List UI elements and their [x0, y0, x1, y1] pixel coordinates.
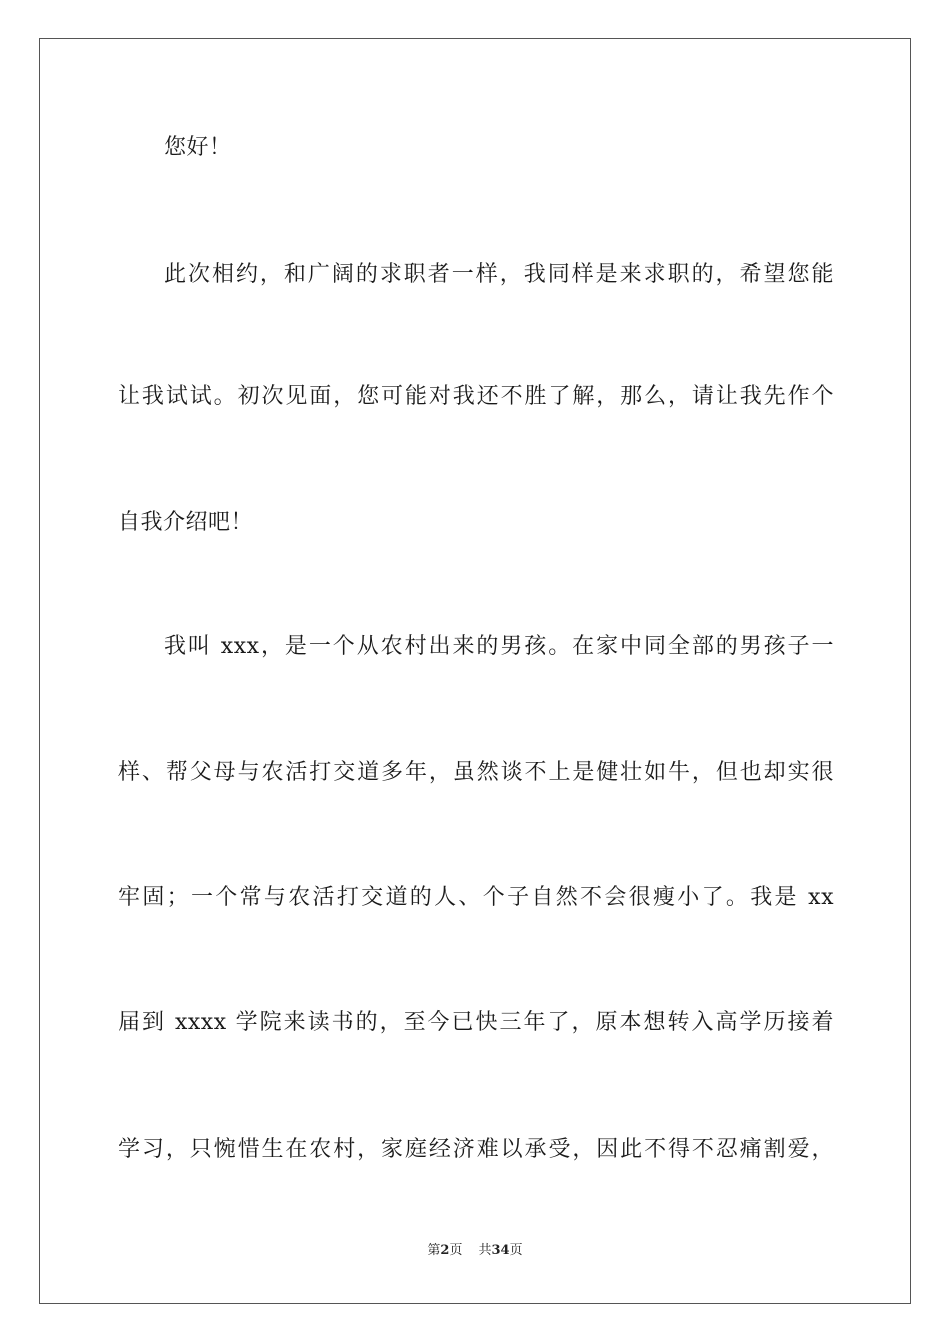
- page-total: 34: [491, 1243, 510, 1258]
- paragraph-line: 届到 xxxx 学院来读书的，至今已快三年了，原本想转入高学历接着: [118, 1010, 834, 1035]
- paragraph-line: 牢固；一个常与农活打交道的人、个子自然不会很瘦小了。我是 xx: [118, 885, 834, 910]
- paragraph-line: 学习，只惋惜生在农村，家庭经济难以承受，因此不得不忍痛割爱，: [118, 1137, 834, 1162]
- paragraph-line: 自我介绍吧！: [118, 510, 254, 535]
- total-prefix: 共: [478, 1243, 492, 1258]
- total-suffix: 页: [509, 1243, 523, 1258]
- greeting-line: 您好！: [164, 135, 232, 160]
- paragraph-line: 此次相约，和广阔的求职者一样，我同样是来求职的，希望您能: [164, 262, 834, 287]
- paragraph-line: 样、帮父母与农活打交道多年，虽然谈不上是健壮如牛，但也却实很: [118, 760, 834, 785]
- paragraph-line: 我叫 xxx，是一个从农村出来的男孩。在家中同全部的男孩子一: [164, 634, 834, 659]
- page-suffix: 页: [449, 1243, 463, 1258]
- paragraph-line: 让我试试。初次见面，您可能对我还不胜了解，那么，请让我先作个: [118, 384, 834, 409]
- page-footer: [0, 1242, 950, 1260]
- page-prefix: 第: [427, 1243, 441, 1258]
- page-frame: [39, 38, 911, 1304]
- page-current: 2: [440, 1243, 450, 1258]
